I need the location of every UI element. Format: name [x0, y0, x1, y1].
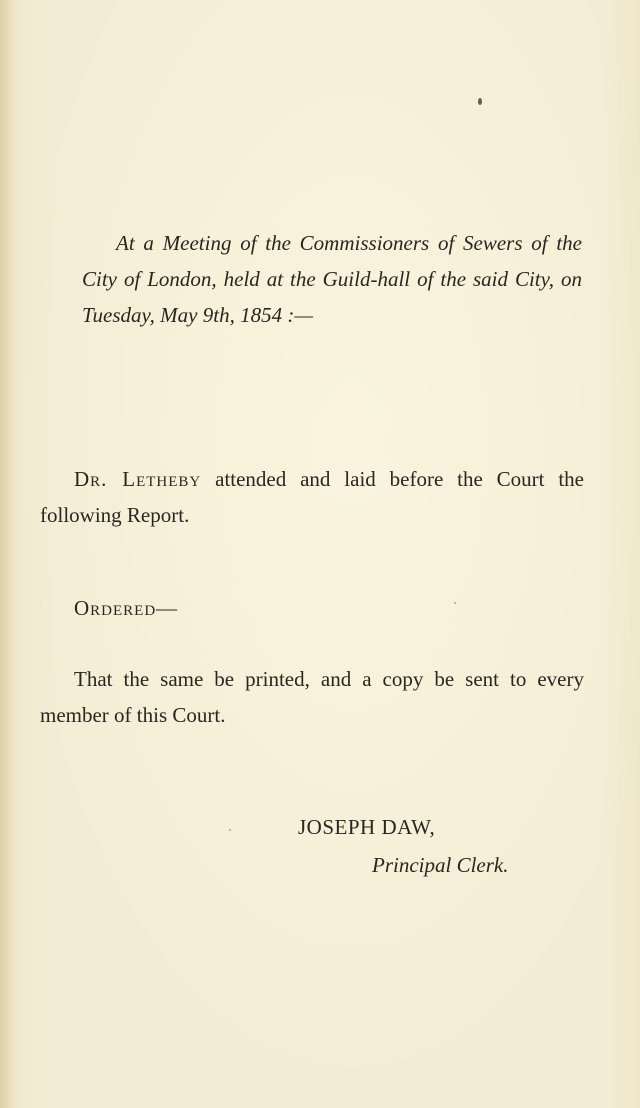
page-edge-shadow — [0, 0, 14, 1108]
report-text: attended and laid before the Court the following Report. — [40, 467, 584, 527]
ink-speck — [229, 829, 231, 831]
ordered-text: That the same be printed, and a copy be sent to every member of this Court. — [40, 667, 584, 727]
report-paragraph — [40, 461, 584, 533]
ink-speck — [478, 98, 482, 105]
ink-speck — [454, 602, 456, 604]
doctor-name: Dr. Letheby — [74, 467, 202, 491]
ordered-heading: Ordered— — [74, 596, 179, 620]
signatory-name: JOSEPH DAW, — [298, 815, 436, 839]
signatory-title: Principal Clerk. — [372, 853, 509, 877]
meeting-resolution: At a Meeting of the Commissioners of Sewers of the City of London, held at the Guild-hall of the said City, on Tuesday, May 9th, 1854 :— — [82, 231, 582, 327]
